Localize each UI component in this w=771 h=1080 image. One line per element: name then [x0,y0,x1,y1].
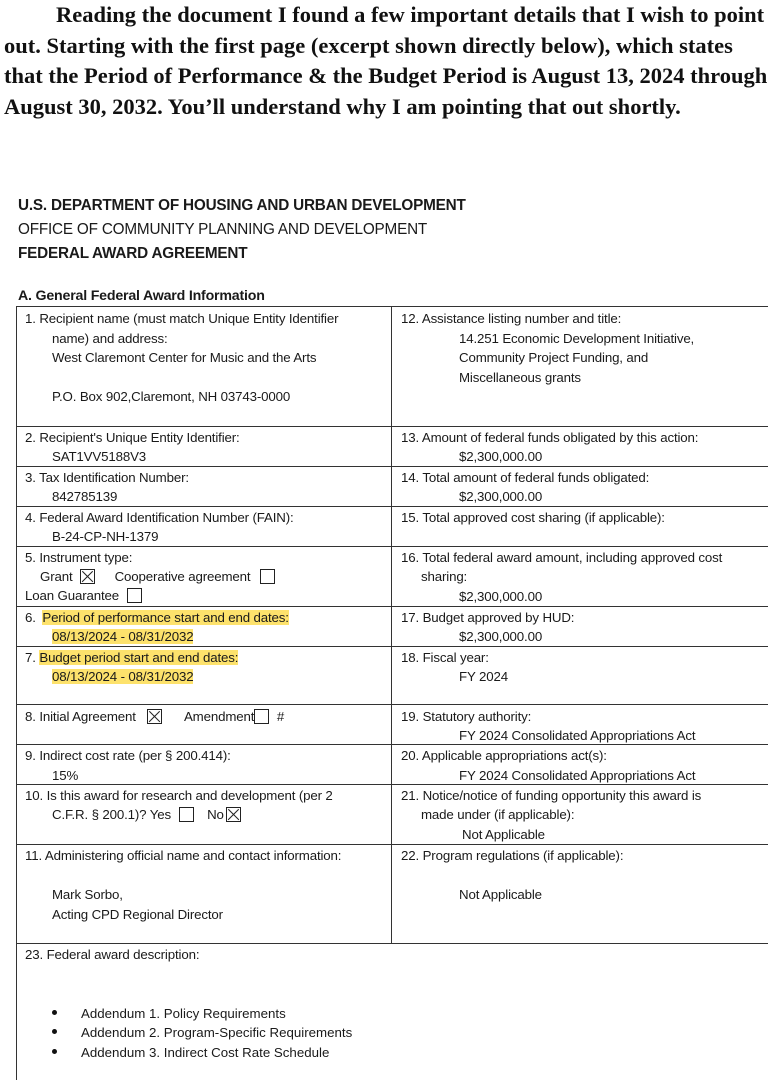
addendum-1: Addendum 1. Policy Requirements [81,1006,286,1021]
field-11-label: 11. Administering official name and contact information: [25,848,342,863]
field-7-label [25,648,238,668]
field-6-number: 6. [25,610,36,625]
grant-option-label: Grant [40,569,73,584]
addendum-3: Addendum 3. Indirect Cost Rate Schedule [81,1045,330,1060]
table-rule [16,426,768,427]
loan-guarantee-label: Loan Guarantee [25,588,120,603]
amount-obligated-action: $2,300,000.00 [459,449,543,464]
office-heading: OFFICE OF COMMUNITY PLANNING AND DEVELOPMENT [18,221,428,238]
official-name: Mark Sorbo, [52,887,123,902]
field-4-label: 4. Federal Award Identification Number (FAIN): [25,510,294,525]
bullet-icon [52,1029,57,1034]
period-of-performance-row [52,627,193,647]
cooperative-agreement-label: Cooperative agreement [114,569,251,584]
fiscal-year: FY 2024 [459,669,508,684]
period-of-performance-label: Period of performance start and end dates: [42,610,289,625]
field-21-label: 21. Notice/notice of funding opportunity this award is [401,788,702,803]
budget-period-row [52,667,193,687]
grant-checkbox[interactable] [80,569,95,584]
loan-guarantee-option [25,586,142,606]
total-obligated: $2,300,000.00 [459,489,543,504]
field-22-label: 22. Program regulations (if applicable): [401,848,624,863]
cooperative-agreement-checkbox[interactable] [260,569,275,584]
field-14-label: 14. Total amount of federal funds obligated: [401,470,650,485]
total-award-amount: $2,300,000.00 [459,589,543,604]
bullet-icon [52,1010,57,1015]
department-heading: U.S. DEPARTMENT OF HOUSING AND URBAN DEVELOPMENT [18,197,466,214]
field-7-number: 7. [25,650,36,665]
field-10-label: 10. Is this award for research and development (per 2 [25,788,333,803]
budget-approved: $2,300,000.00 [459,629,543,644]
assistance-listing-line-1: 14.251 Economic Development Initiative, [459,331,695,346]
recipient-address: P.O. Box 902,Claremont, NH 03743-0000 [52,389,291,404]
initial-agreement-label: 8. Initial Agreement [25,709,136,724]
research-yes-label: C.F.R. § 200.1)? Yes [52,807,171,822]
indirect-cost-rate: 15% [52,768,79,783]
research-yes-checkbox[interactable] [179,807,194,822]
field-18-label: 18. Fiscal year: [401,650,489,665]
tax-id: 842785139 [52,489,118,504]
agreement-heading: FEDERAL AWARD AGREEMENT [18,245,248,262]
list-item [52,1023,352,1043]
field-3-label: 3. Tax Identification Number: [25,470,189,485]
field-2-label: 2. Recipient's Unique Entity Identifier: [25,430,240,445]
bullet-icon [52,1049,57,1054]
field-15-label: 15. Total approved cost sharing (if applicable): [401,510,665,525]
instrument-type-options [40,567,275,587]
field-6-label [25,608,289,628]
official-title: Acting CPD Regional Director [52,907,223,922]
amendment-checkbox[interactable] [254,709,269,724]
amendment-number-label: # [276,709,285,724]
table-rule [16,506,768,507]
assistance-listing-line-3: Miscellaneous grants [459,370,581,385]
list-item [52,1043,329,1063]
table-rule [16,306,768,307]
field-16-label: 16. Total federal award amount, including approved cost [401,550,723,565]
period-of-performance-dates: 08/13/2024 - 08/31/2032 [52,629,194,644]
section-title: A. General Federal Award Information [18,288,265,304]
field-9-label: 9. Indirect cost rate (per § 200.414): [25,748,231,763]
research-development-options [52,805,241,825]
funding-notice: Not Applicable [462,827,545,842]
field-1-label-cont: name) and address: [52,331,168,346]
table-rule [16,704,768,705]
research-no-checkbox[interactable] [226,807,241,822]
intro-paragraph: Reading the document I found a few important details that I wish to point out. Starting with the first page (excerpt shown directly below), which states that the Period of Performance & the Budget Period is August 13, 2024 through August 30, 2032. You’ll understand why I am pointing that out shortly. [4,2,768,119]
amendment-label: Amendment [183,709,255,724]
unique-entity-id: SAT1VV5188V3 [52,449,147,464]
loan-guarantee-checkbox[interactable] [127,588,142,603]
program-regulations: Not Applicable [459,887,542,902]
fain: B-24-CP-NH-1379 [52,529,159,544]
initial-agreement-checkbox[interactable] [147,709,162,724]
list-item [52,1004,286,1024]
field-1-label: 1. Recipient name (must match Unique Entity Identifier [25,311,339,326]
field-5-label: 5. Instrument type: [25,550,133,565]
agreement-type-options [25,707,284,727]
assistance-listing-line-2: Community Project Funding, and [459,350,649,365]
field-12-label: 12. Assistance listing number and title: [401,311,622,326]
table-rule [16,943,768,944]
field-13-label: 13. Amount of federal funds obligated by this action: [401,430,699,445]
addendum-2: Addendum 2. Program-Specific Requirements [81,1025,353,1040]
research-no-label: No [207,807,224,822]
field-20-label: 20. Applicable appropriations act(s): [401,748,607,763]
statutory-authority: FY 2024 Consolidated Appropriations Act [459,728,696,743]
field-21-label-cont: made under (if applicable): [421,807,575,822]
field-17-label: 17. Budget approved by HUD: [401,610,575,625]
appropriations-act: FY 2024 Consolidated Appropriations Act [459,768,696,783]
table-rule [16,606,768,607]
budget-period-dates: 08/13/2024 - 08/31/2032 [52,669,194,684]
table-rule [16,844,768,845]
budget-period-label: Budget period start and end dates: [39,650,239,665]
recipient-name: West Claremont Center for Music and the Arts [52,350,317,365]
table-rule [391,306,392,943]
field-19-label: 19. Statutory authority: [401,709,532,724]
field-16-label-cont: sharing: [421,569,468,584]
field-23-label: 23. Federal award description: [25,947,200,962]
table-rule [16,306,17,1080]
